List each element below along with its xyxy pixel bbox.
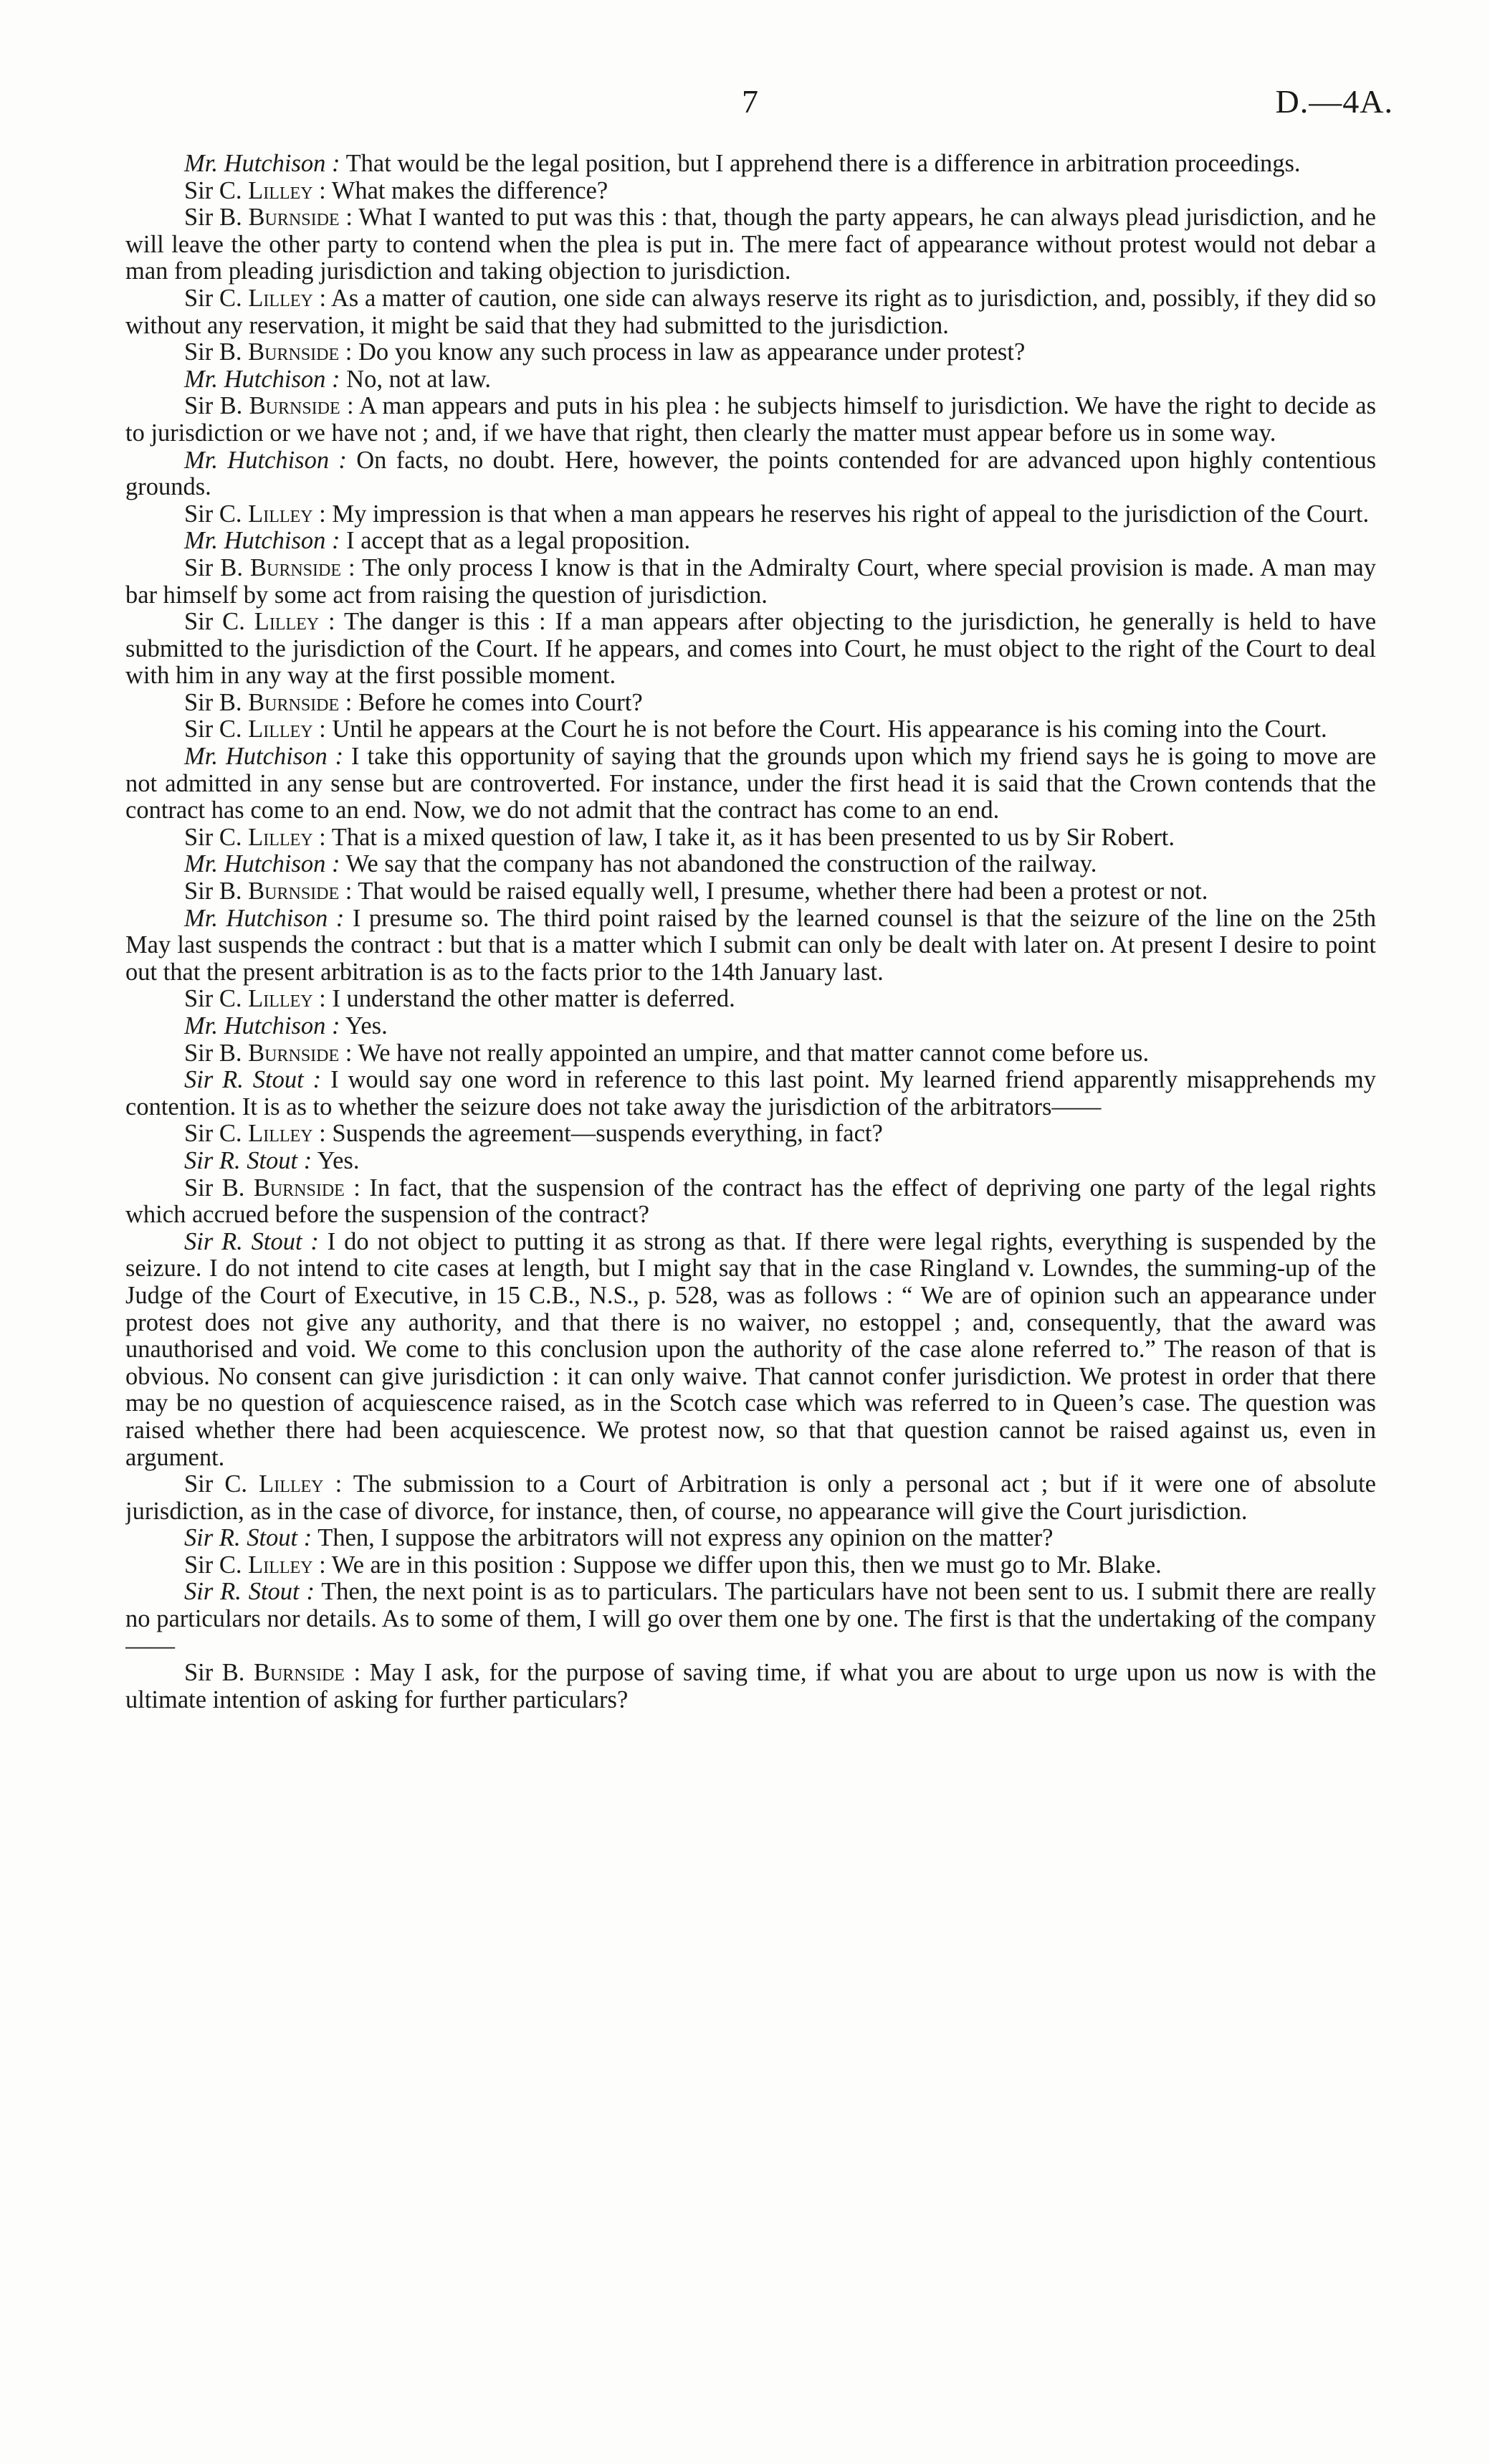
speaker-name: Sir B. Burnside: [184, 877, 340, 905]
transcript-paragraph: Sir C. Lilley : As a matter of caution, one side can always reserve its right as to jurisdiction, and, possibly, if they did so without any reservation, it might be said that they had submitted to the jurisdiction.: [125, 284, 1376, 339]
speech-text: That would be the legal position, but I apprehend there is a difference in arbitration proceedings.: [345, 151, 1301, 177]
speech-text: Then, the next point is as to particulars. The particulars have not been sent to us. I submit there are really no particulars nor details. As to some of them, I will go over them one by one. The first is that the undertaking of the company——: [125, 1578, 1376, 1660]
transcript-paragraph: Mr. Hutchison : That would be the legal position, but I apprehend there is a difference in arbitration proceedings.: [184, 151, 1301, 177]
speech-text: May I ask, for the purpose of saving time, if what you are about to urge upon us now is with the ultimate intention of asking for further particulars?: [125, 1659, 1376, 1713]
transcript-paragraph: Sir R. Stout : Yes.: [184, 1146, 360, 1174]
speaker-name: Mr. Hutchison: [184, 151, 326, 177]
transcript-paragraph: Sir C. Lilley : The submission to a Court of Arbitration is only a personal act ; but if it were one of absolute jurisdiction, as in the case of divorce, for instance, then, of course, no appearance will give the Court jurisdiction.: [125, 1470, 1376, 1525]
speech-text: That is a mixed question of law, I take it, as it has been presented to us by Sir Robert.: [331, 823, 1175, 851]
transcript-paragraph: Sir B. Burnside : In fact, that the suspension of the contract has the effect of depriving one party of the legal rights which accrued before the suspension of the contract?: [125, 1174, 1376, 1229]
speaker-name: Mr. Hutchison: [184, 1012, 326, 1040]
page-number: 7: [742, 83, 758, 120]
speech-text: What makes the difference?: [331, 176, 608, 204]
transcript-paragraph: Sir C. Lilley : Until he appears at the Court he is not before the Court. His appearance is his coming into the Court.: [184, 715, 1327, 743]
speech-text: I take this opportunity of saying that the grounds upon which my friend says he is going to move are not admitted in any sense but are controverted. For instance, under the first head it is said that the Crown contends that the contract has come to an end. Now, we do not admit that the contract has come to an end.: [125, 743, 1376, 824]
speech-text: The danger is this : If a man appears after objecting to the jurisdiction, he generally is held to have submitted to the jurisdiction of the Court. If he appears, and comes into Court, he must object to the right of the Court to deal with him in any way at the first possible moment.: [125, 608, 1376, 690]
speaker-name: Sir C. Lilley: [184, 1551, 313, 1579]
speaker-name: Sir B. Burnside: [184, 338, 340, 366]
speech-text: I presume so. The third point raised by the learned counsel is that the seizure of the line on the 25th May last suspends the contract : but that is a matter which I submit can only be dealt with later on. At present I desire to point out that the present arbitration is as to the facts prior to the 14th January last.: [125, 904, 1376, 986]
speaker-name: Sir C. Lilley: [184, 284, 313, 312]
speech-text: Before he comes into Court?: [358, 688, 643, 716]
transcript-paragraph: Sir C. Lilley : That is a mixed question of law, I take it, as it has been presented to us by Sir Robert.: [184, 823, 1175, 851]
speaker-name: Mr. Hutchison: [184, 904, 328, 932]
speaker-name: Mr. Hutchison: [184, 850, 326, 878]
transcript-paragraph: Sir R. Stout : Then, I suppose the arbitrators will not express any opinion on the matter?: [184, 1524, 1054, 1552]
speaker-name: Sir C. Lilley: [184, 1120, 313, 1148]
speech-text: We have not really appointed an umpire, and that matter cannot come before us.: [358, 1039, 1150, 1067]
speech-text: I accept that as a legal proposition.: [346, 527, 691, 555]
speaker-name: Sir C. Lilley: [184, 608, 320, 636]
speaker-name: Sir B. Burnside: [184, 1659, 345, 1687]
speaker-name: Sir R. Stout: [184, 1066, 304, 1094]
speech-text: Yes.: [345, 1012, 388, 1040]
speech-text: Then, I suppose the arbitrators will not express any opinion on the matter?: [317, 1524, 1054, 1552]
speaker-name: Sir C. Lilley: [184, 823, 313, 851]
speech-text: A man appears and puts in his plea : he subjects himself to jurisdiction. We have the right to decide as to jurisdiction or we have not ; and, if we have that right, then clearly the matter must appear before us in some way.: [125, 392, 1376, 447]
transcript-paragraph: Sir B. Burnside : A man appears and puts in his plea : he subjects himself to jurisdiction. We have the right to decide as to jurisdiction or we have not ; and, if we have that right, then clearly the matter must appear before us in some way.: [125, 392, 1376, 447]
speech-text: I understand the other matter is deferred.: [332, 985, 735, 1013]
speech-text: In fact, that the suspension of the contract has the effect of depriving one party of the legal rights which accrued before the suspension of the contract?: [125, 1174, 1376, 1229]
transcript-paragraph: Sir B. Burnside : We have not really appointed an umpire, and that matter cannot come before us.: [184, 1039, 1150, 1067]
transcript-paragraph: Sir C. Lilley : The danger is this : If a man appears after objecting to the jurisdiction, he generally is held to have submitted to the jurisdiction of the Court. If he appears, and comes into Court, he must object to the right of the Court to deal with him in any way at the first possible moment.: [125, 608, 1376, 690]
transcript-paragraph: Mr. Hutchison : We say that the company has not abandoned the construction of the railway.: [184, 850, 1097, 878]
speech-text: My impression is that when a man appears he reserves his right of appeal to the jurisdiction of the Court.: [332, 500, 1370, 528]
speaker-name: Sir R. Stout: [184, 1146, 298, 1174]
speaker-name: Sir B. Burnside: [184, 688, 340, 716]
transcript-paragraph: Mr. Hutchison : Yes.: [184, 1012, 388, 1040]
transcript-paragraph: Sir R. Stout : I do not object to putting it as strong as that. If there were legal rights, everything is suspended by the seizure. I do not intend to cite cases at length, but I might say that in the case Ringland v. Lowndes, the summing-up of the Judge of the Court of Executive, in 15 C.B., N.S., p. 528, was as follows : “ We are of opinion such an appearance under protest does not give any authority, and that there is no waiver, no estoppel ; and, consequently, that the award was unauthorised and void. We come to this conclusion upon the authority of the case alone referred to.” The reason of that is obvious. No consent can give jurisdiction : it can only waive. That cannot confer jurisdiction. We protest in order that there may be no question of acquiescence raised, as in the Scotch case which was referred to in Queen’s case. The question was raised whether there had been acquiescence. We protest now, so that that question cannot be raised against us, even in argument.: [125, 1227, 1376, 1471]
transcript-paragraph: Sir B. Burnside : Do you know any such process in law as appearance under protest?: [184, 338, 1026, 366]
speech-text: We say that the company has not abandoned the construction of the railway.: [345, 850, 1097, 878]
speaker-name: Mr. Hutchison: [184, 446, 330, 474]
speaker-name: Sir B. Burnside: [184, 1174, 345, 1202]
speaker-name: Sir B. Burnside: [184, 392, 340, 420]
transcript-paragraph: Sir R. Stout : I would say one word in reference to this last point. My learned friend apparently misapprehends my contention. It is as to whether the seizure does not take away the jurisdiction of the arbitrators——: [125, 1066, 1376, 1121]
speaker-name: Sir R. Stout: [184, 1524, 298, 1552]
transcript-paragraph: Sir C. Lilley : My impression is that when a man appears he reserves his right of appeal to the jurisdiction of the Court.: [184, 500, 1370, 528]
transcript-paragraph: Sir C. Lilley : Suspends the agreement—suspends everything, in fact?: [184, 1120, 883, 1148]
speech-text: Do you know any such process in law as appearance under protest?: [358, 338, 1026, 366]
transcript-paragraph: Mr. Hutchison : I take this opportunity of saying that the grounds upon which my friend says he is going to move are not admitted in any sense but are controverted. For instance, under the first head it is said that the Crown contends that the contract has come to an end. Now, we do not admit that the contract has come to an end.: [125, 743, 1376, 824]
speech-text: What I wanted to put was this : that, though the party appears, he can always plead jurisdiction, and he will leave the other party to contend when the plea is put in. The mere fact of appearance without protest would not debar a man from pleading jurisdiction and taking objection to jurisdiction.: [125, 204, 1376, 285]
speech-text: As a matter of caution, one side can always reserve its right as to jurisdiction, and, possibly, if they did so without any reservation, it might be said that they had submitted to the jurisdiction.: [125, 284, 1376, 339]
speaker-name: Mr. Hutchison: [184, 527, 326, 555]
transcript-paragraph: Sir R. Stout : Then, the next point is as to particulars. The particulars have not been sent to us. I submit there are really no particulars nor details. As to some of them, I will go over them one by one. The first is that the undertaking of the company——: [125, 1578, 1376, 1660]
speaker-name: Sir B. Burnside: [184, 553, 342, 581]
page-header: [0, 80, 1490, 130]
speech-text: Until he appears at the Court he is not before the Court. His appearance is his coming into the Court.: [332, 715, 1327, 743]
transcript-paragraph: Sir B. Burnside : What I wanted to put was this : that, though the party appears, he can always plead jurisdiction, and he will leave the other party to contend when the plea is put in. The mere fact of appearance without protest would not debar a man from pleading jurisdiction and taking objection to jurisdiction.: [125, 204, 1376, 285]
speaker-name: Sir R. Stout: [184, 1227, 302, 1255]
speech-text: I do not object to putting it as strong as that. If there were legal rights, everything is suspended by the seizure. I do not intend to cite cases at length, but I might say that in the case Ringland v. Lowndes, the summing-up of the Judge of the Court of Executive, in 15 C.B., N.S., p. 528, was as follows : “ We are of opinion such an appearance under protest does not give any authority, and that there is no waiver, no estoppel ; and, consequently, that the award was unauthorised and void. We come to this conclusion upon the authority of the case alone referred to.” The reason of that is obvious. No consent can give jurisdiction : it can only waive. That cannot confer jurisdiction. We protest in order that there may be no question of acquiescence raised, as in the Scotch case which was referred to in Queen’s case. The question was raised whether there had been acquiescence. We protest now, so that that question cannot be raised against us, even in argument.: [125, 1227, 1376, 1471]
document-reference: D.—4A.: [1275, 83, 1393, 120]
speaker-name: Sir C. Lilley: [184, 985, 313, 1013]
speaker-name: Sir C. Lilley: [184, 500, 313, 528]
speech-text: That would be raised equally well, I presume, whether there had been a protest or not.: [358, 877, 1208, 905]
speech-text: No, not at law.: [346, 365, 492, 393]
transcript-paragraph: Mr. Hutchison : I presume so. The third point raised by the learned counsel is that the seizure of the line on the 25th May last suspends the contract : but that is a matter which I submit can only be dealt with later on. At present I desire to point out that the present arbitration is as to the facts prior to the 14th January last.: [125, 904, 1376, 986]
speaker-name: Sir C. Lilley: [184, 1470, 324, 1498]
speaker-name: Mr. Hutchison: [184, 743, 328, 771]
speaker-name: Mr. Hutchison: [184, 365, 326, 393]
transcript-paragraph: Sir B. Burnside : May I ask, for the purpose of saving time, if what you are about to urge upon us now is with the ultimate intention of asking for further particulars?: [125, 1659, 1376, 1713]
transcript-paragraph: Mr. Hutchison : On facts, no doubt. Here, however, the points contended for are advanced upon highly contentious grounds.: [125, 446, 1376, 501]
speech-text: Suspends the agreement—suspends everything, in fact?: [332, 1120, 883, 1148]
transcript-paragraph: Mr. Hutchison : No, not at law.: [184, 365, 492, 393]
speech-text: I would say one word in reference to this last point. My learned friend apparently misapprehends my contention. It is as to whether the seizure does not take away the jurisdiction of the arbitrators——: [125, 1066, 1376, 1121]
transcript-paragraph: Sir B. Burnside : That would be raised equally well, I presume, whether there had been a protest or not.: [184, 877, 1208, 905]
transcript-body: [125, 151, 1376, 2430]
speaker-name: Sir B. Burnside: [184, 1039, 340, 1067]
speech-text: The submission to a Court of Arbitration is only a personal act ; but if it were one of absolute jurisdiction, as in the case of divorce, for instance, then, of course, no appearance will give the Court jurisdiction.: [125, 1470, 1376, 1525]
transcript-paragraph: Sir C. Lilley : I understand the other matter is deferred.: [184, 985, 735, 1013]
speech-text: The only process I know is that in the Admiralty Court, where special provision is made. A man may bar himself by some act from raising the question of jurisdiction.: [125, 553, 1376, 609]
transcript-paragraph: Sir C. Lilley : What makes the difference?: [184, 176, 608, 204]
speaker-name: Sir B. Burnside: [184, 204, 340, 232]
transcript-paragraph: Sir B. Burnside : Before he comes into Court?: [184, 688, 643, 716]
speech-text: On facts, no doubt. Here, however, the points contended for are advanced upon highly contentious grounds.: [125, 446, 1376, 501]
speaker-name: Sir C. Lilley: [184, 715, 313, 743]
transcript-paragraph: Sir C. Lilley : We are in this position : Suppose we differ upon this, then we must go to Mr. Blake.: [184, 1551, 1162, 1579]
transcript-paragraph: Mr. Hutchison : I accept that as a legal proposition.: [184, 527, 691, 555]
transcript-paragraph: Sir B. Burnside : The only process I know is that in the Admiralty Court, where special provision is made. A man may bar himself by some act from raising the question of jurisdiction.: [125, 553, 1376, 609]
speaker-name: Sir C. Lilley: [184, 176, 313, 204]
speech-text: Yes.: [317, 1146, 360, 1174]
speaker-name: Sir R. Stout: [184, 1578, 300, 1606]
speech-text: We are in this position : Suppose we differ upon this, then we must go to Mr. Blake.: [331, 1551, 1162, 1579]
